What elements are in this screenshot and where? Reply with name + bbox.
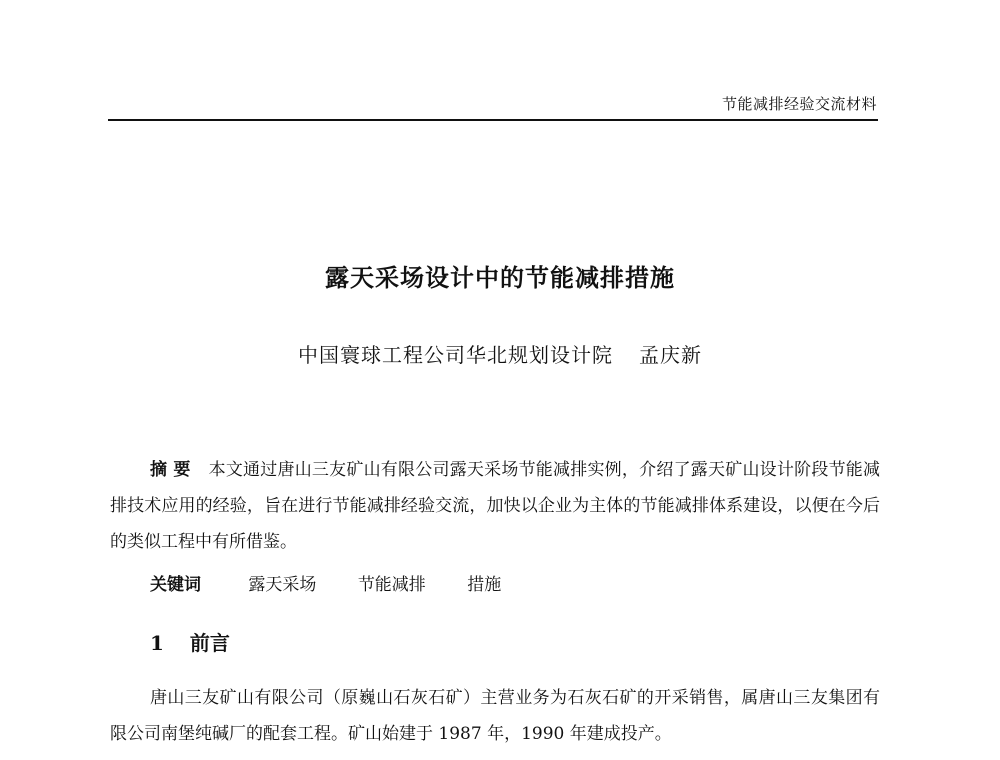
abstract [110,452,880,560]
keyword: 措施 [467,575,502,595]
keywords [150,570,537,595]
section-number: 1 [150,631,164,655]
abstract-label: 摘 要 [150,460,191,480]
section-title: 前言 [189,631,230,655]
author: 孟庆新 [639,343,702,367]
body-paragraph: 唐山三友矿山有限公司（原巍山石灰石矿）主营业务为石灰石矿的开采销售，属唐山三友集团有限公司南堡纯碱厂的配套工程。矿山始建于 1987 年，1990 年建成投产。 [110,688,880,744]
affiliation: 中国寰球工程公司华北规划设计院 [298,343,613,367]
keyword: 节能减排 [357,575,426,595]
keyword: 露天采场 [248,575,317,595]
running-header: 节能减排经验交流材料 [721,95,877,113]
section-heading [150,627,230,656]
abstract-text: 本文通过唐山三友矿山有限公司露天采场节能减排实例，介绍了露天矿山设计阶段节能减排技术应用的经验，旨在进行节能减排经验交流，加快以企业为主体的节能减排体系建设，以便在今后的类似工程中有所借鉴。 [110,460,881,552]
keywords-label: 关键词 [150,575,201,595]
byline [0,339,1000,368]
paper-title: 露天采场设计中的节能减排措施 [325,263,675,292]
header-rule [108,119,878,121]
